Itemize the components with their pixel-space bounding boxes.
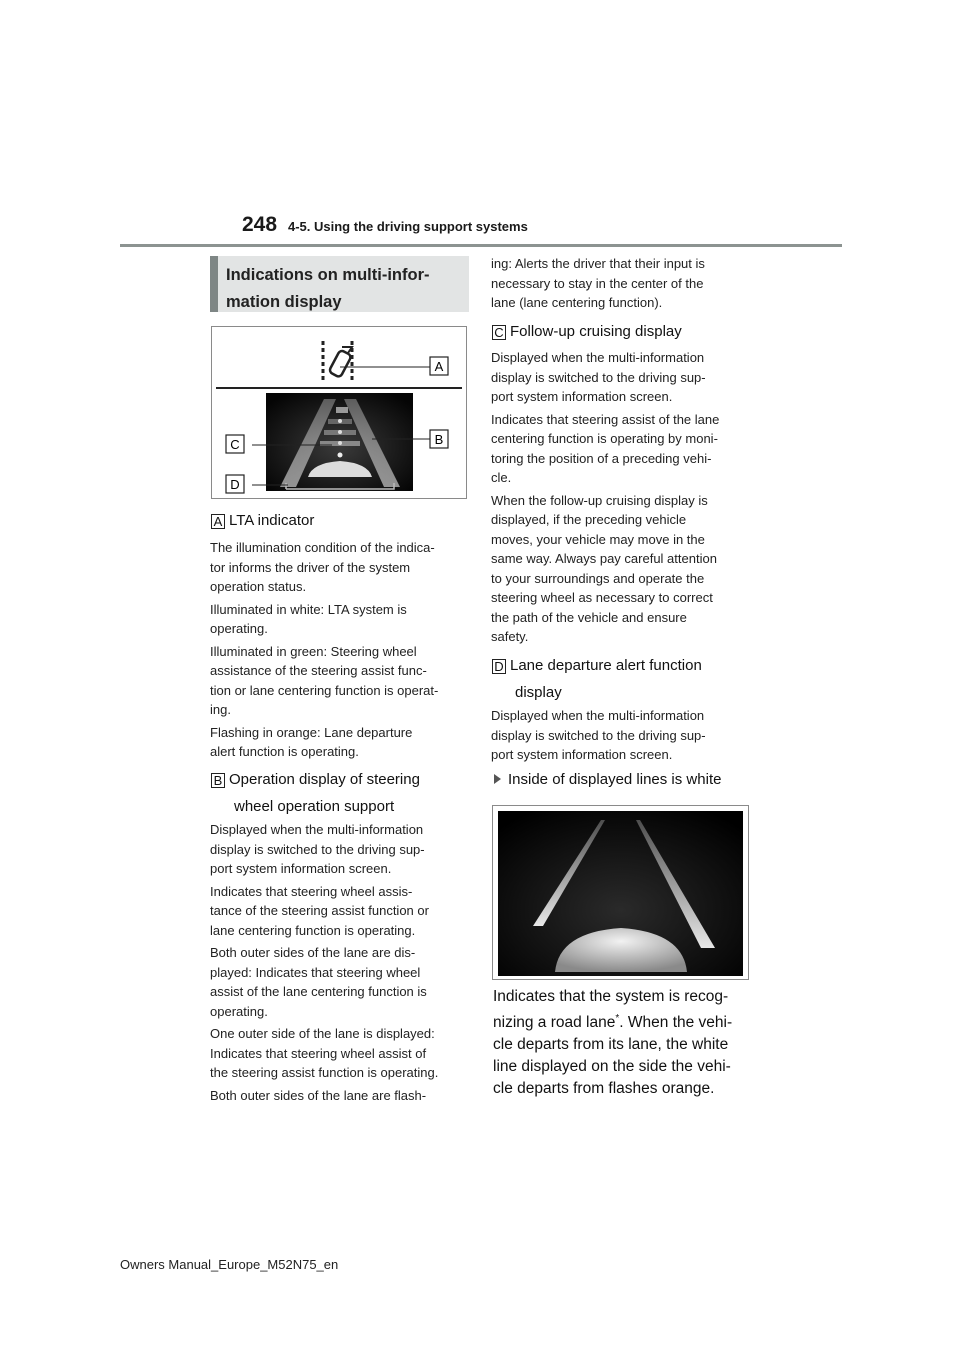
item-d-title-line-1: Lane departure alert function [510,657,702,674]
item-d-title-line-2: display [515,684,562,701]
item-b-para-4: One outer side of the lane is displayed: Indicates that steering wheel assist of the steering assist function is operating. [210,1026,439,1080]
item-c-para-3: When the follow-up cruising display is displayed, if the preceding vehicle moves, your vehicle may move in the same way. Always pay careful attention to your surroundings and operate the steering wheel as necessary to correct the path of the vehicle and ensure safety. [491,492,717,644]
item-b-letter: B [211,773,225,788]
closing-text: Indicates that the system is recog- nizing a road lane*. When the vehi- cle departs from its lane, the white line displayed on the side the vehi- cle departs from flashes orange. [493,988,733,1098]
section-title: 4-5. Using the driving support systems [288,219,528,234]
item-c-para-1: Displayed when the multi-information display is switched to the driving sup- port system information screen. [491,350,706,404]
item-a-para-4: Flashing in orange: Lane departure alert function is operating. [210,724,413,759]
item-b-para-2: Indicates that steering wheel assis- tance of the steering assist function or lane centering function is operating. [210,883,429,938]
item-a-body [210,538,472,765]
footnote-asterisk: * [615,1013,620,1024]
item-a-para-2: Illuminated in white: LTA system is operating. [210,601,407,636]
item-d-body [491,706,753,768]
heading-line-1: Indications on multi-infor- [226,266,430,284]
item-a-para-3: Illuminated in green: Steering wheel assistance of the steering assist func- tion or lane centering function is operat- ing. [210,643,439,717]
footer: Owners Manual_Europe_M52N75_en [120,1257,339,1272]
item-c-heading [492,318,682,345]
callout-d: D [230,477,240,492]
item-c-letter: C [492,325,506,340]
heading-line-2: mation display [226,293,342,311]
display-illustration [212,327,466,498]
bullet-heading: Inside of displayed lines is white [494,771,721,788]
item-b-continuation: ing: Alerts the driver that their input is necessary to stay in the center of the lane (lane centering function). [491,256,705,310]
header-rule [120,244,842,247]
item-b-para-1: Displayed when the multi-information display is switched to the driving sup- port system information screen. [210,822,425,876]
callout-a: A [434,359,444,374]
multi-information-display-figure [211,326,467,499]
item-c-title: Follow-up cruising display [510,323,682,340]
lane-display-illustration [493,806,748,979]
item-d-heading [492,652,702,706]
item-a-heading [211,507,314,534]
item-c-para-2: Indicates that steering assist of the lane centering function is operating by moni- toring the position of a preceding vehi- cle. [491,411,720,485]
item-b-title-line-1: Operation display of steering [229,771,420,788]
item-b-title-line-2: wheel operation support [234,798,395,815]
page-number: 248 [242,213,278,236]
item-a-title: LTA indicator [229,512,315,529]
item-d-letter: D [492,659,506,674]
item-b-heading [211,766,420,820]
item-b-body [210,820,472,1108]
callout-c: C [230,437,240,452]
item-d-para-1: Displayed when the multi-information display is switched to the driving sup- port system information screen. [491,708,706,762]
item-b-para-3: Both outer sides of the lane are dis- played: Indicates that steering wheel assist of the lane centering function is operating. [210,945,427,1019]
item-a-para-1: The illumination condition of the indica- tor informs the driver of the system operation status. [210,540,435,594]
triangle-bullet-icon [494,774,501,784]
section-heading [210,256,469,312]
preceding-vehicle-icon [336,407,348,413]
item-c-body [491,348,753,650]
item-b-para-5: Both outer sides of the lane are flash- [210,1087,427,1103]
item-a-letter: A [211,514,225,529]
lane-display-figure [492,805,749,980]
lta-indicator-icon [323,341,352,381]
callout-b: B [434,432,444,447]
